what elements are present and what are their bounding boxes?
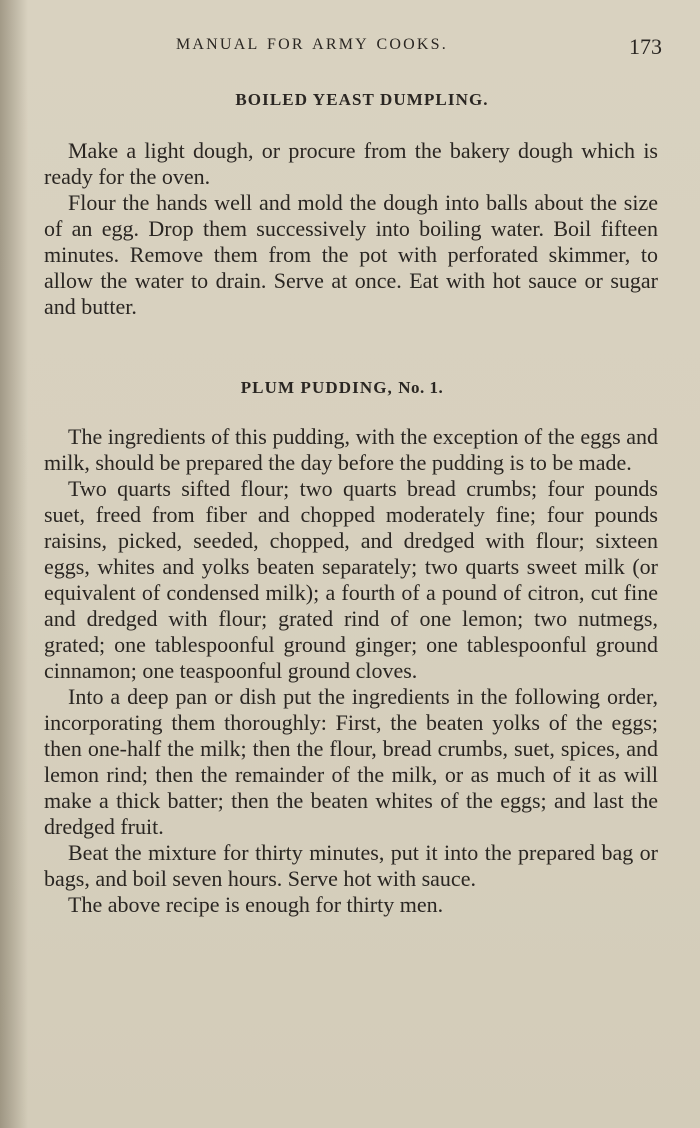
paragraph: The ingredients of this pudding, with the exception of the eggs and milk, should be prepared the day before the pudding is to be made. (44, 424, 658, 475)
paragraph: The above recipe is enough for thirty men. (68, 892, 444, 917)
recipe-body-plum-pudding (44, 424, 658, 918)
recipe-title-number: No. 1. (398, 378, 444, 397)
recipe-body-boiled-yeast-dumpling (44, 138, 658, 320)
page-number: 173 (629, 34, 662, 59)
paragraph: Beat the mixture for thirty minutes, put it into the prepared bag or bags, and boil seven hours. Serve hot with sauce. (44, 840, 658, 891)
paragraph: Make a light dough, or procure from the bakery dough which is ready for the oven. (44, 138, 658, 189)
running-head-title: MANUAL FOR ARMY COOKS. (176, 36, 448, 53)
recipe-title-plum-pudding (0, 378, 692, 398)
paragraph: Into a deep pan or dish put the ingredients in the following order, incorporating them thoroughly: First, the beaten yolks of the eggs; then one-half the milk; then the flour, bread crumbs, suet, spices, and lemon rind; then the remainder of the milk, or as much of it as will make a thick batter; then the beaten whites of the eggs; and last the dredged fruit. (44, 684, 658, 839)
paragraph: Two quarts sifted flour; two quarts bread crumbs; four pounds suet, freed from fiber and chopped moderately fine; four pounds raisins, picked, seeded, chopped, and dredged with flour; sixteen eggs, whites and yolks beaten separately; two quarts sweet milk (or equivalent of condensed milk); a fourth of a pound of citron, cut fine and dredged with flour; grated rind of one lemon; two nutmegs, grated; one tablespoonful ground ginger; one tablespoonful ground cinnamon; one teaspoonful ground cloves. (44, 476, 658, 683)
paragraph: Flour the hands well and mold the dough into balls about the size of an egg. Drop them successively into boiling water. Boil fifteen minutes. Remove them from the pot with perforated skimmer, to allow the water to drain. Serve at once. Eat with hot sauce or sugar and butter. (44, 190, 658, 319)
recipe-title-text: PLUM PUDDING, (240, 378, 393, 397)
recipe-title-boiled-yeast-dumpling: BOILED YEAST DUMPLING. (235, 90, 489, 109)
running-head (176, 36, 662, 64)
